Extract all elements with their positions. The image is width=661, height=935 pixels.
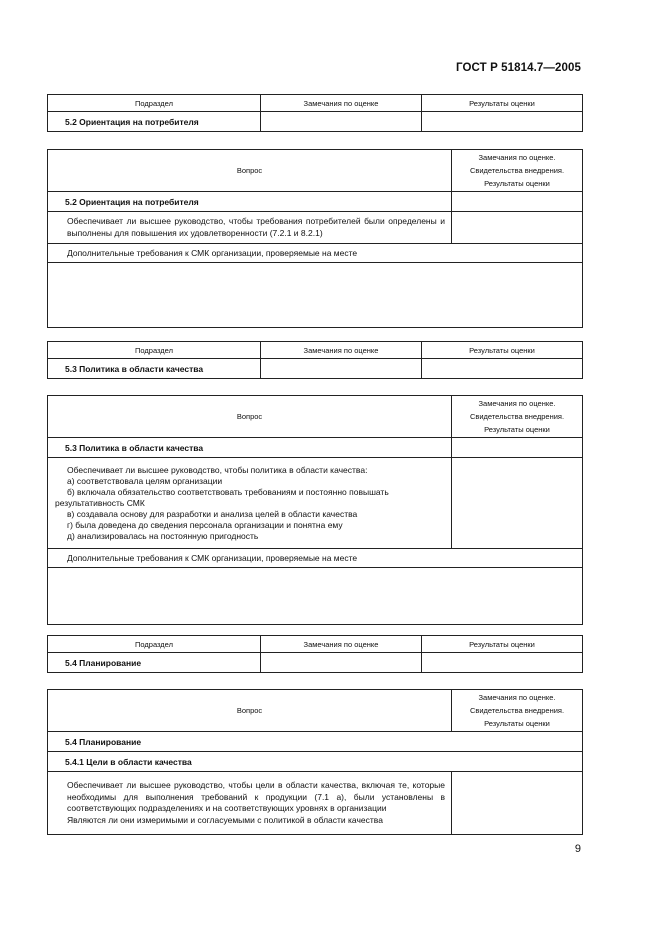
col-header-evidence [452, 396, 583, 438]
col-header-results: Результаты оценки [422, 636, 583, 653]
col-header-remarks: Замечания по оценке [261, 342, 422, 359]
evidence-line-3: Результаты оценки [484, 425, 550, 434]
col-header-evidence [452, 690, 583, 732]
evidence-line-1: Замечания по оценке. [478, 153, 556, 162]
section-title: 5.4 Планирование [48, 653, 261, 673]
standard-code: ГОСТ Р 51814.7—2005 [456, 62, 581, 74]
additional-requirements-label: Дополнительные требования к СМК организации, проверяемые на месте [48, 549, 583, 568]
col-header-remarks: Замечания по оценке [261, 95, 422, 112]
remarks-cell[interactable] [261, 653, 422, 673]
evidence-line-2: Свидетельства внедрения. [469, 166, 565, 175]
col-header-evidence [452, 150, 583, 192]
list-item: а) соответствовала целям организации [67, 475, 223, 486]
question-paragraph: Обеспечивает ли высшее руководство, чтобы цели в области качества, включая те, которые необходимы для выполнения требований к продукции (7.1 а), были установлены в соответствующих подразделениях и на соответствующих уровнях в организации [67, 780, 445, 813]
question-intro: Обеспечивает ли высшее руководство, чтобы политика в области качества: [67, 464, 368, 475]
remarks-cell[interactable] [261, 359, 422, 379]
question-text [48, 772, 452, 835]
results-cell[interactable] [422, 112, 583, 132]
summary-table-5-4 [47, 635, 583, 673]
evidence-cell[interactable] [452, 772, 583, 835]
evidence-cell[interactable] [452, 192, 583, 212]
page-number: 9 [574, 843, 581, 855]
results-cell[interactable] [422, 359, 583, 379]
list-item: результативность СМК [55, 497, 145, 508]
section-title: 5.3 Политика в области качества [48, 359, 261, 379]
list-item: д) анализировалась на постоянную пригодность [67, 530, 259, 541]
col-header-subsection: Подраздел [48, 342, 261, 359]
evidence-line-1: Замечания по оценке. [478, 693, 556, 702]
evidence-cell[interactable] [452, 458, 583, 549]
col-header-remarks: Замечания по оценке [261, 636, 422, 653]
evidence-line-1: Замечания по оценке. [478, 399, 556, 408]
additional-requirements-label: Дополнительные требования к СМК организации, проверяемые на месте [48, 244, 583, 263]
additional-requirements-area[interactable] [48, 263, 583, 328]
col-header-results: Результаты оценки [422, 95, 583, 112]
col-header-subsection: Подраздел [48, 636, 261, 653]
summary-table-5-3 [47, 341, 583, 379]
section-title: 5.3 Политика в области качества [48, 438, 452, 458]
section-title: 5.2 Ориентация на потребителя [48, 192, 452, 212]
evidence-line-3: Результаты оценки [484, 179, 550, 188]
evidence-cell[interactable] [452, 212, 583, 244]
additional-requirements-area[interactable] [48, 568, 583, 625]
question-table-5-2 [47, 149, 583, 328]
evidence-line-3: Результаты оценки [484, 719, 550, 728]
question-paragraph: Являются ли они измеримыми и согласуемыми с политикой в области качества [67, 814, 383, 825]
col-header-results: Результаты оценки [422, 342, 583, 359]
col-header-subsection: Подраздел [48, 95, 261, 112]
remarks-cell[interactable] [261, 112, 422, 132]
list-item: г) была доведена до сведения персонала организации и понятна ему [67, 519, 343, 530]
col-header-question: Вопрос [48, 396, 452, 438]
summary-table-5-2 [47, 94, 583, 132]
evidence-line-2: Свидетельства внедрения. [469, 412, 565, 421]
subsection-title: 5.4.1 Цели в области качества [48, 752, 583, 772]
evidence-cell[interactable] [452, 438, 583, 458]
question-table-5-3 [47, 395, 583, 625]
col-header-question: Вопрос [48, 690, 452, 732]
question-list [48, 458, 452, 549]
question-text: Обеспечивает ли высшее руководство, чтобы требования потребителей были определены и выполнены для повышения их удовлетворенности (7.2.1 и 8.2.1) [48, 212, 452, 244]
list-item: в) создавала основу для разработки и анализа целей в области качества [67, 508, 358, 519]
evidence-line-2: Свидетельства внедрения. [469, 706, 565, 715]
col-header-question: Вопрос [48, 150, 452, 192]
list-item: б) включала обязательство соответствовать требованиям и постоянно повышать [67, 486, 389, 497]
section-title: 5.2 Ориентация на потребителя [48, 112, 261, 132]
question-table-5-4 [47, 689, 583, 835]
section-title: 5.4 Планирование [48, 732, 583, 752]
results-cell[interactable] [422, 653, 583, 673]
